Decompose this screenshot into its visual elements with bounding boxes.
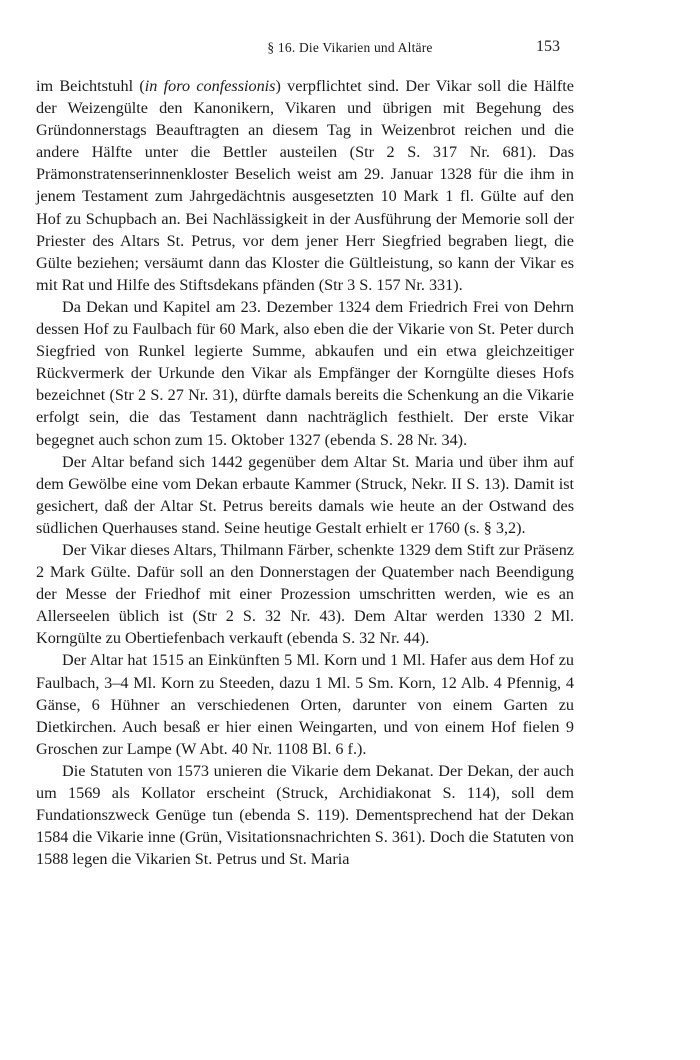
paragraph-3: Der Altar befand sich 1442 gegenüber dem Altar St. Maria und über ihm auf dem Gewölbe eine vom Dekan erbaute Kammer (Struck, Nekr. II S. 13). Damit ist gesichert, daß der Altar St. Petrus bereits damals wie heute an der Ostwand des südlichen Querhauses stand. Seine heutige Gestalt erhielt er 1760 (s. § 3,2). — [36, 452, 574, 537]
paragraph-4: Der Vikar dieses Altars, Thilmann Färber, schenkte 1329 dem Stift zur Präsenz 2 Mark Gülte. Dafür soll an den Donnerstagen der Quatember nach Beendigung der Messe der Friedhof mit einer Prozession umschritten werden, wie es an Allerseelen üblich ist (Str 2 S. 32 Nr. 43). Dem Altar werden 1330 2 Ml. Korngülte zu Obertiefenbach verkauft (ebenda S. 32 Nr. 44). — [36, 540, 574, 648]
paragraph-6: Die Statuten von 1573 unieren die Vikarie dem Dekanat. Der Dekan, der auch um 1569 als Kollator erscheint (Struck, Archidiakonat S. 114), soll dem Fundationszweck Genüge tun (ebenda S. 119). Dementsprechend hat der Dekan 1584 die Vikarie inne (Grün, Visitationsnachrichten S. 361). Doch die Statuten von 1588 legen die Vikarien St. Petrus und St. Maria — [36, 761, 574, 869]
body-text — [36, 75, 574, 870]
paragraph-2: Da Dekan und Kapitel am 23. Dezember 1324 dem Friedrich Frei von Dehrn dessen Hof zu Faulbach für 60 Mark, also eben die der Vikarie von St. Peter durch Siegfried von Runkel legierte Summe, abkaufen und ein etwa gleichzeitiger Rückvermerk der Urkunde den Vikar als Empfänger der Korngülte dieses Hofs bezeichnet (Str 2 S. 27 Nr. 31), dürfte damals bereits die Schenkung an die Vikarie erfolgt sein, die das Testament dann nachträglich festhielt. Der erste Vikar begegnet auch schon zum 15. Oktober 1327 (ebenda S. 28 Nr. 34). — [36, 297, 574, 449]
paragraph-1 — [36, 75, 574, 296]
running-head — [0, 40, 700, 64]
latin-phrase: in foro confessionis — [144, 77, 276, 95]
page-number: 153 — [536, 38, 560, 55]
paragraph-5: Der Altar hat 1515 an Einkünften 5 Ml. Korn und 1 Ml. Hafer aus dem Hof zu Faulbach, 3–4 Ml. Korn zu Steeden, dazu 1 Ml. 5 Sm. Korn, 12 Alb. 4 Pfennig, 4 Gänse, 6 Hühner an verschiedenen Orten, darunter von einem Garten zu Dietkirchen. Auch besaß er hier einen Weingarten, und von einem Hof fielen 9 Groschen zur Lampe (W Abt. 40 Nr. 1108 Bl. 6 f.). — [36, 651, 574, 758]
paragraph-1-start: im Beichtstuhl ( — [36, 77, 145, 95]
paragraph-1-rest: ) verpflichtet sind. Der Vikar soll die Hälfte der Weizengülte den Kanonikern, Vikaren und übrigen mit Begehung des Gründonnerstags Beauftragten an diesem Tag in Weizenbrot reichen und die andere Hälfte unter die Bettler austeilen (Str 2 S. 317 Nr. 681). Das Prämonstratenserinnenkloster Beselich weist am 29. Januar 1328 für die ihm in jenem Testament zum Jahrgedächtnis ausgesetzten 10 Mark 1 fl. Gülte auf den Hof zu Schupbach an. Bei Nachlässigkeit in der Ausführung der Memorie soll der Priester des Altars St. Petrus, vor dem jener Herr Siegfried begraben liegt, die Gülte beziehen; versäumt dann das Kloster die Gültleistung, so kann der Vikar es mit Rat und Hilfe des Stiftsdekans pfänden (Str 3 S. 157 Nr. 331). — [36, 77, 574, 294]
running-title: § 16. Die Vikarien und Altäre — [267, 40, 433, 55]
